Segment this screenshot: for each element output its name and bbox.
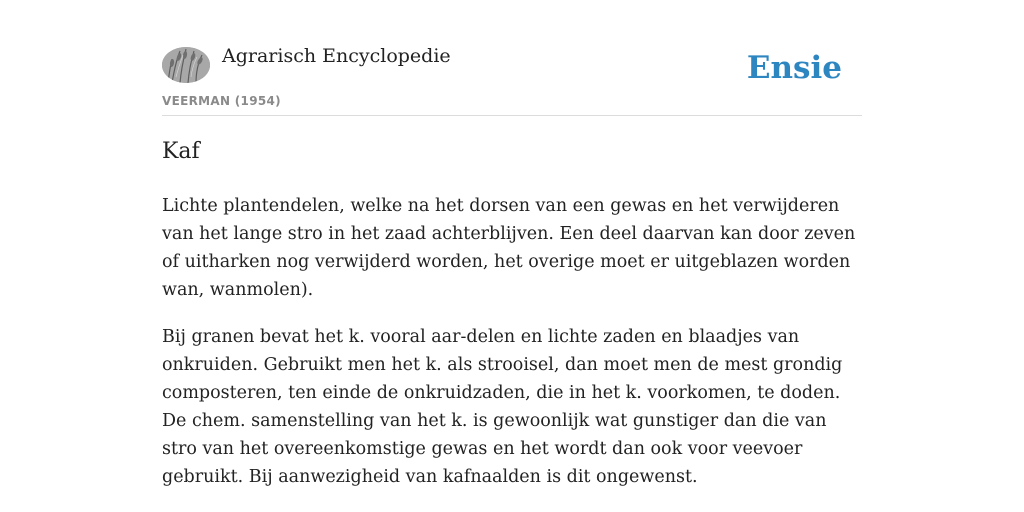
entry-body: [162, 192, 862, 510]
entry-title: Kaf: [162, 139, 200, 164]
page: [162, 0, 862, 487]
encyclopedia-title-link[interactable]: Agrarisch Encyclopedie: [222, 45, 451, 67]
brand-logo[interactable]: Ensie: [746, 50, 842, 86]
page-header: [162, 0, 862, 116]
entry-paragraph: Lichte plantendelen, welke na het dorsen van een gewas en het verwijderen van het lange stro in het zaad achterblijven. Een deel daarvan kan door zeven of uitharken nog verwijderd worden, het overige moet er uitgeblazen worden wan, wanmolen).: [162, 196, 856, 300]
wheat-ears-icon[interactable]: [162, 47, 210, 83]
entry-paragraph: Bij granen bevat het k. vooral aar-delen en lichte zaden en blaadjes van onkruiden. Gebruikt men het k. als strooisel, dan moet men de mest grondig composteren, ten einde de onkruidzaden, die in het k. voorkomen, te doden. De chem. samenstelling van het k. is gewoonlijk wat gunstiger dan die van stro van het overeenkomstige gewas en het wordt dan ook voor veevoer gebruikt. Bij aanwezigheid van kafnaalden is dit ongewenst.: [162, 327, 843, 487]
author-label: VEERMAN (1954): [162, 94, 281, 108]
